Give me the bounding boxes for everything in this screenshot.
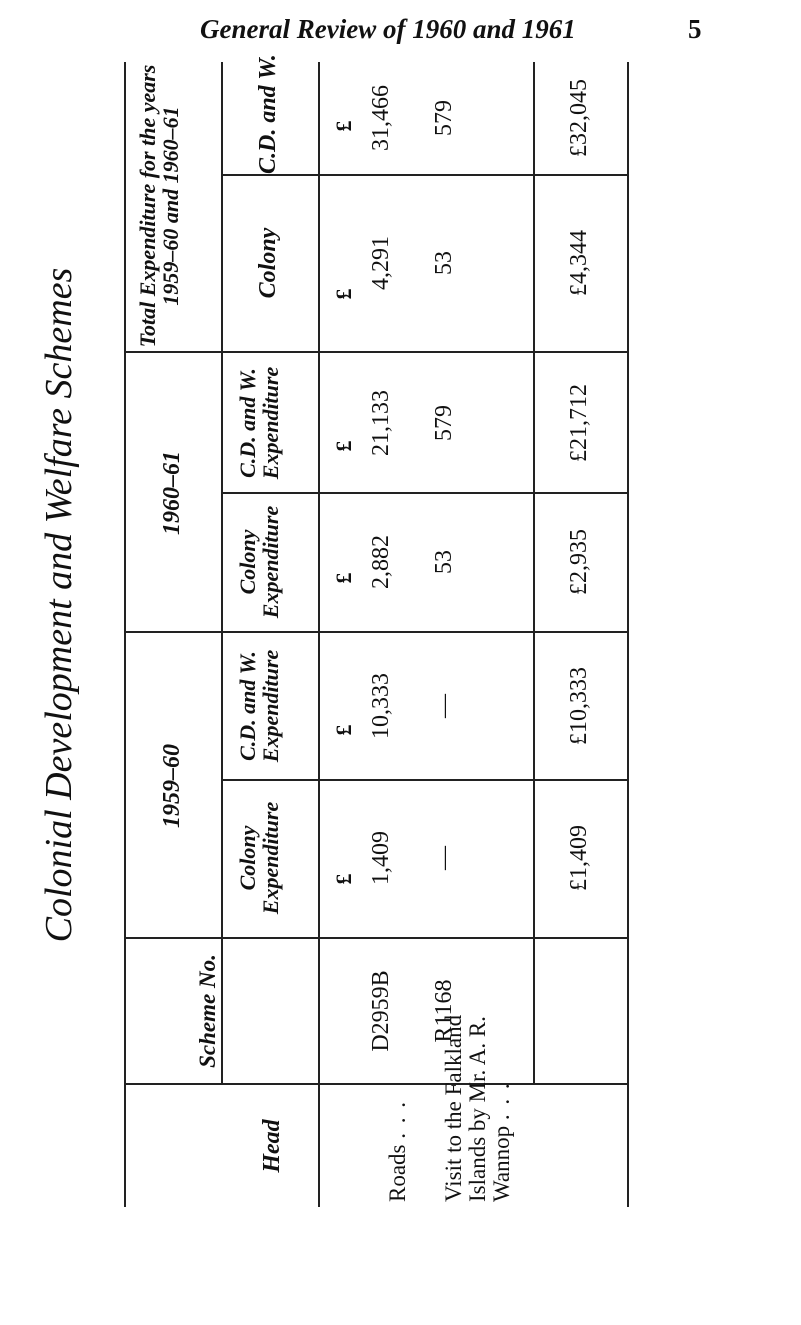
total-1959-cdw-sum: £10,333 — [566, 667, 592, 745]
cell-1959-cdw: — — [431, 694, 457, 718]
pound-sign: £ — [331, 873, 356, 885]
total-cdw-sum: £32,045 — [566, 79, 592, 157]
cell-total-colony: 53 — [431, 251, 457, 275]
header-1959-colony: Colony Expenditure — [235, 801, 284, 915]
table-right-rule — [627, 62, 629, 1207]
cell-1960-cdw: 21,133 — [368, 390, 394, 456]
header-total-cdw: C.D. and W. — [255, 54, 281, 174]
cell-total-colony: 4,291 — [368, 236, 394, 290]
cell-total-cdw: 31,466 — [368, 85, 394, 151]
cell-total-cdw: 579 — [431, 100, 457, 136]
cell-1960-cdw: 579 — [431, 405, 457, 441]
cell-1960-colony: 53 — [431, 550, 457, 574]
cell-scheme-no: D2959B — [368, 970, 394, 1052]
head-roads: Roads — [385, 1144, 410, 1202]
section-rule-1 — [124, 351, 629, 353]
leader-dots: . . . — [385, 1100, 410, 1139]
total-colony-sum: £4,344 — [566, 230, 592, 296]
cell-head — [386, 1082, 410, 1202]
totals-rule — [533, 62, 535, 1083]
cell-1960-colony: 2,882 — [368, 535, 394, 589]
cell-1959-colony: — — [431, 846, 457, 870]
header-body-rule — [318, 62, 320, 1207]
running-head: General Review of 1960 and 1961 — [200, 14, 576, 44]
leader-dots: . . . — [489, 1081, 515, 1121]
cell-head — [441, 1014, 515, 1202]
head-visit-line2: Islands by Mr. A. R. — [465, 1016, 491, 1202]
table-left-rule — [124, 62, 126, 1207]
pound-sign: £ — [331, 288, 356, 300]
total-1959-colony-sum: £1,409 — [566, 825, 592, 891]
header-head: Head — [259, 1119, 285, 1173]
header-col-rule — [221, 62, 223, 1083]
page-number: 5 — [688, 14, 702, 44]
pound-sign: £ — [331, 572, 356, 584]
head-visit-line1: Visit to the Falkland — [441, 1014, 466, 1202]
header-scheme-no — [196, 939, 220, 1083]
pound-sign: £ — [331, 440, 356, 452]
header-1959-60: 1959–60 — [159, 744, 185, 828]
header-1960-cdw: C.D. and W. Expenditure — [235, 366, 284, 480]
scheme-no-label: Scheme No. — [195, 954, 220, 1068]
total-1960-cdw-sum: £21,712 — [566, 384, 592, 462]
total-header-line1: Total Expenditure for the years — [135, 64, 160, 348]
head-visit-line3: Wannop — [489, 1125, 515, 1202]
header-1960-61: 1960–61 — [159, 451, 185, 535]
side-title: Colonial Development and Welfare Schemes — [38, 267, 80, 943]
section-rule-4 — [124, 1083, 629, 1085]
header-total-colony: Colony — [255, 227, 281, 299]
total-header-line2: 1959–60 and 1960–61 — [158, 106, 184, 306]
pound-sign: £ — [331, 120, 356, 132]
cell-scheme-no: R1168 — [431, 979, 457, 1043]
header-1959-cdw: C.D. and W. Expenditure — [235, 649, 284, 763]
total-1960-colony-sum: £2,935 — [566, 529, 592, 595]
total-header — [136, 62, 182, 350]
header-1960-colony: Colony Expenditure — [235, 505, 284, 619]
cell-1959-colony: 1,409 — [368, 831, 394, 885]
pound-sign: £ — [331, 724, 356, 736]
expenditure-table — [124, 54, 629, 1207]
page-header — [0, 0, 801, 62]
cell-1959-cdw: 10,333 — [368, 673, 394, 739]
